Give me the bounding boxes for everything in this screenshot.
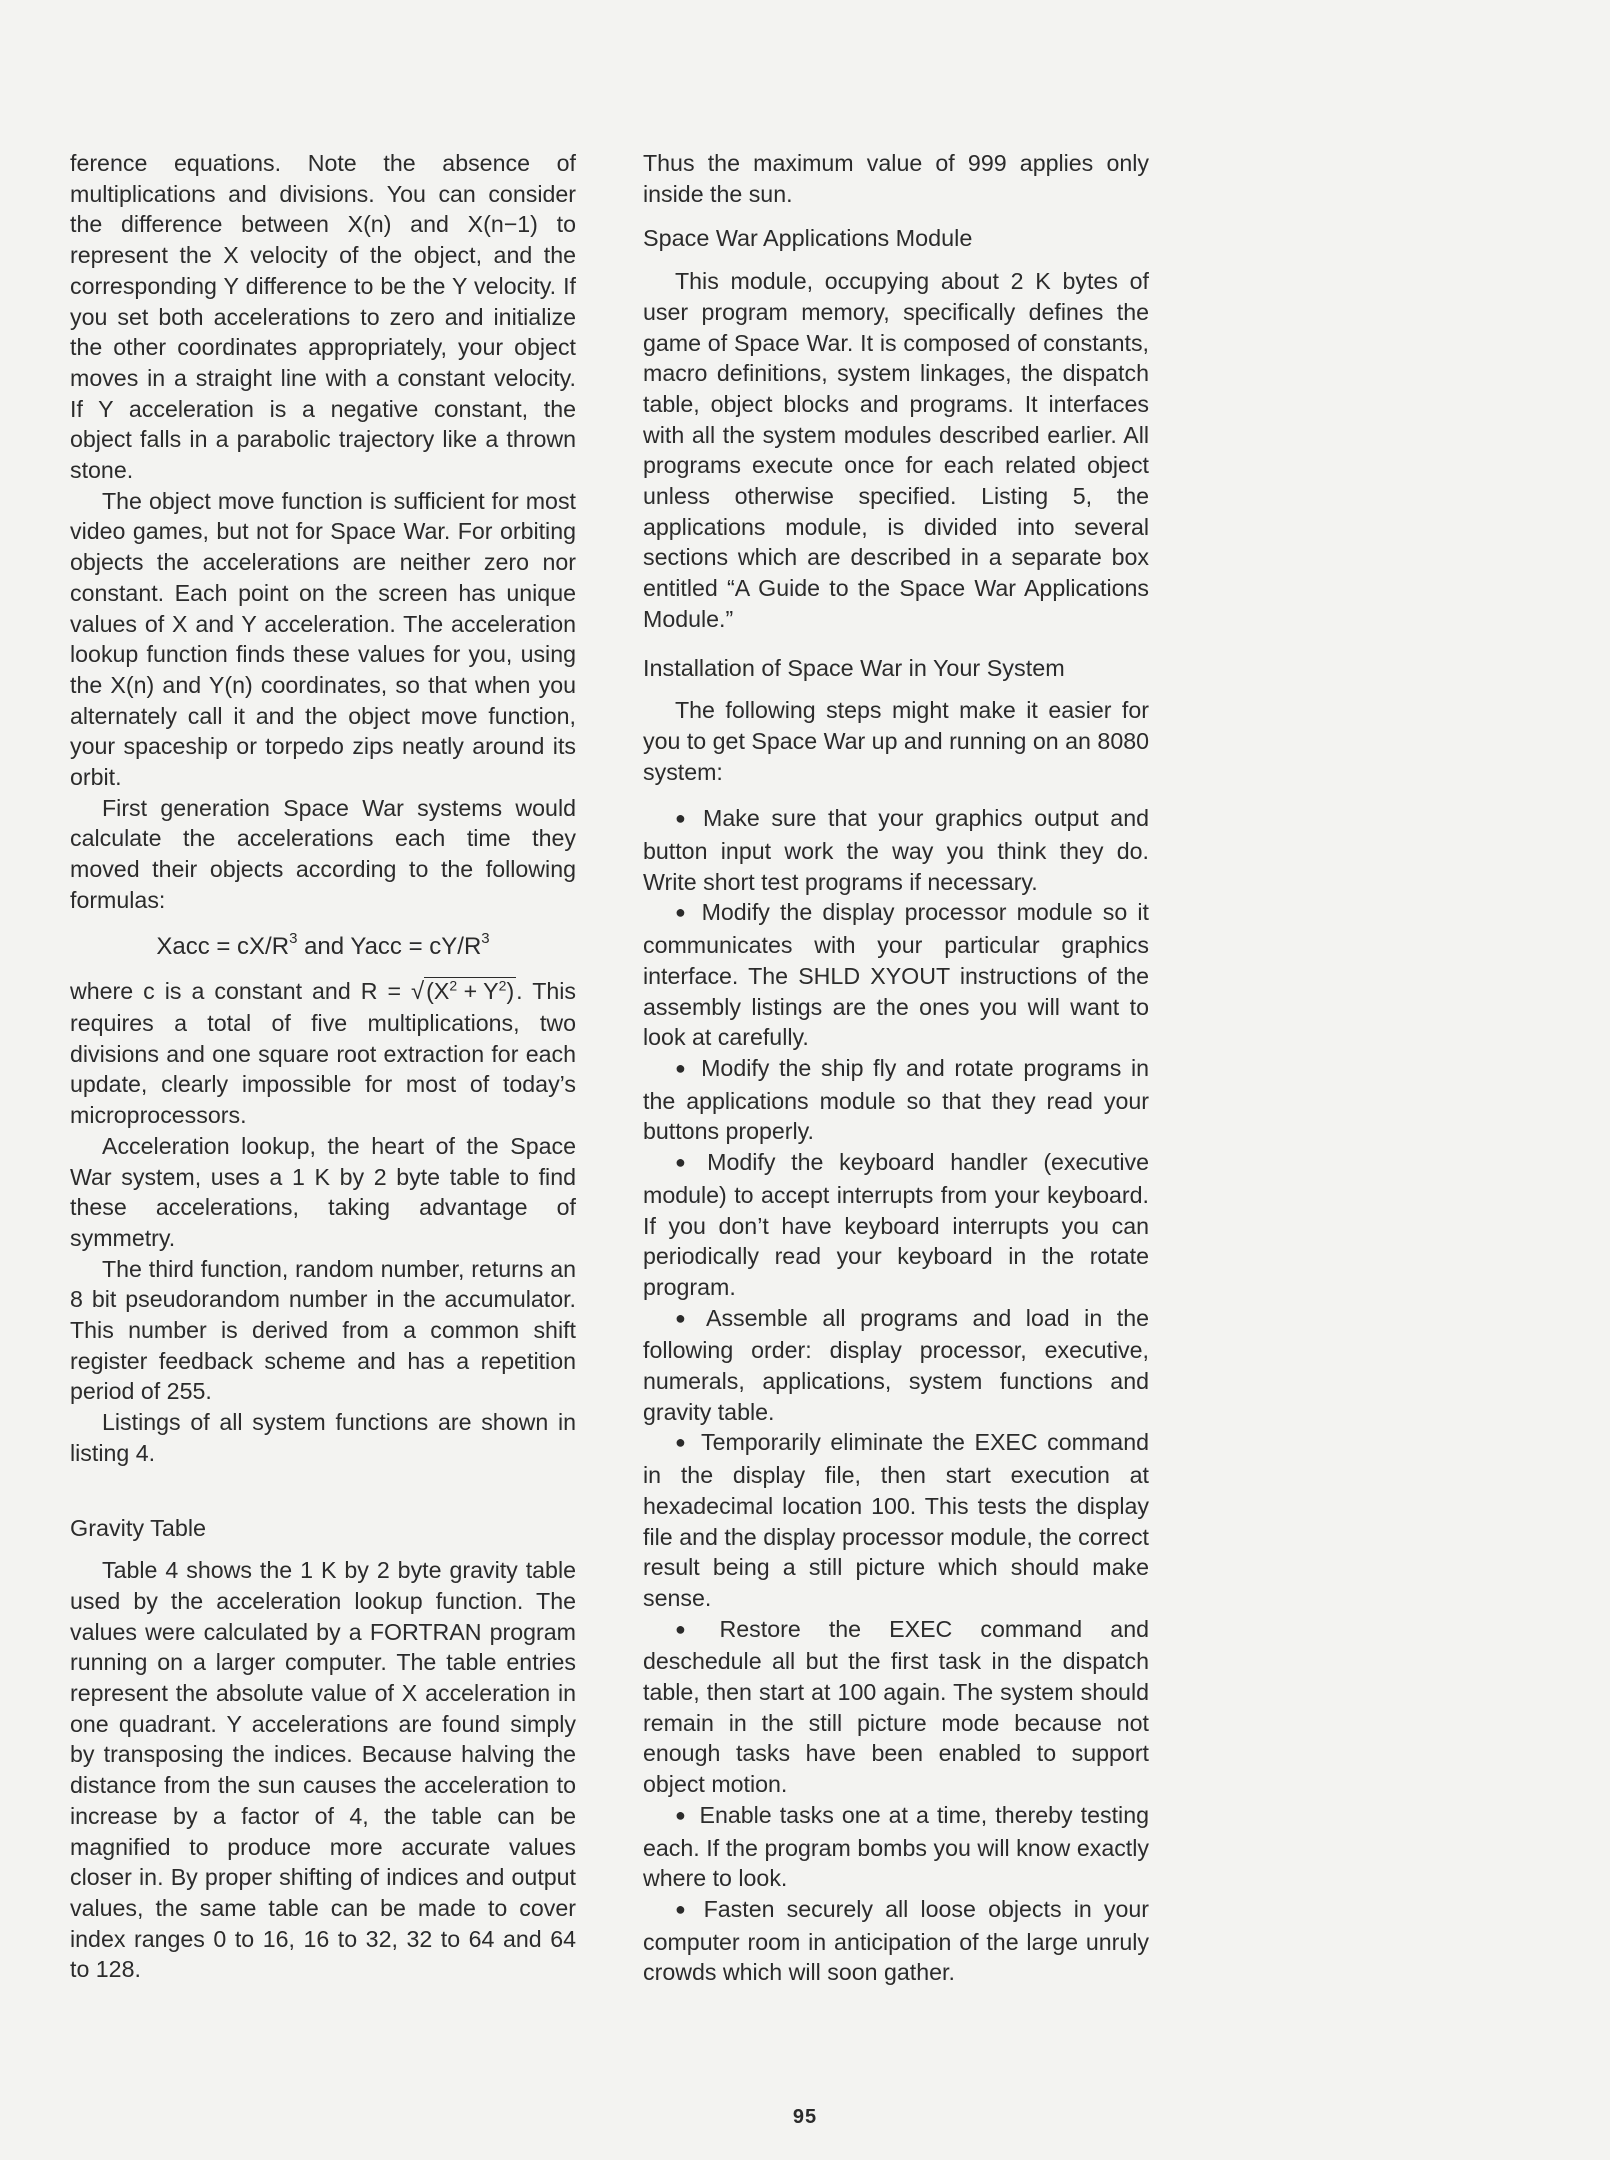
formula-exponent: 3 [289, 929, 298, 947]
paragraph: Thus the maximum value of 999 applies only inside the sun. [643, 150, 1149, 207]
section-heading-applications-module: Space War Applications Module [643, 225, 973, 252]
bullet-icon: ● [675, 902, 690, 923]
paragraph: The third function, random number, returns an 8 bit pseudorandom number in the accumulator. This number is derived from a common shift register feedback scheme and has a repetition period of 255. [70, 1255, 576, 1405]
bullet-step [643, 1303, 1149, 1428]
bullet-icon: ● [675, 1152, 696, 1173]
paragraph: Listings of all system functions are shown in listing 4. [70, 1409, 576, 1466]
formula-r-lead: where c is a constant and R = [70, 978, 411, 1005]
paragraph: The object move function is sufficient for most video games, but not for Space War. For orbiting objects the accelerations are neither zero nor constant. Each point on the screen has unique values of X and Y acceleration. The acceleration lookup function finds these values for you, using the X(n) and Y(n) coordinates, so that when you alternately call it and the object move function, your spaceship or torpedo zips neatly around its orbit. [70, 487, 576, 791]
bullet-text: Modify the keyboard handler (executive module) to accept interrupts from your keyboard. If you don’t have keyboard interrupts you can periodically read your keyboard in the rotate program. [643, 1149, 1149, 1300]
section-heading-installation: Installation of Space War in Your System [643, 654, 1065, 681]
paragraph: Acceleration lookup, the heart of the Space War system, uses a 1 K by 2 byte table to find these accelerations, taking advantage of symmetry. [70, 1132, 576, 1251]
right-column [643, 148, 1149, 1988]
page-number: 95 [792, 2106, 818, 2128]
formula-r-rest: . This requires a total of five multiplications, two divisions and one square root extraction for each update, clearly impossible for most of today’s microprocessors. [70, 978, 576, 1129]
bullet-text: Enable tasks one at a time, thereby testing each. If the program bombs you will know exactly where to look. [643, 1801, 1149, 1892]
bullet-text: Make sure that your graphics output and button input work the way you think they do. Write short test programs if necessary. [643, 805, 1149, 895]
formula-yacc: Yacc = cY/R [350, 932, 482, 960]
bullet-icon: ● [675, 1898, 692, 1919]
bullet-icon: ● [675, 1618, 708, 1639]
bullet-text: Modify the ship fly and rotate programs in the applications module so that they read your buttons properly. [643, 1054, 1150, 1145]
left-column [70, 148, 576, 1985]
paragraph: Table 4 shows the 1 K by 2 byte gravity table used by the acceleration lookup function. The values were calculated by a FORTRAN program running on a larger computer. The table entries represent the absolute value of X acceleration in one quadrant. Y accelerations are found simply by transposing the indices. Because halving the distance from the sun causes the acceleration to increase by a factor of 4, the table can be magnified to produce more accurate values closer in. By proper shifting of indices and output values, the same table can be made to cover index ranges 0 to 16, 16 to 32, 32 to 64 and 64 to 128. [70, 1557, 576, 1983]
bullet-icon: ● [675, 1057, 690, 1078]
bullet-step [643, 897, 1149, 1053]
bullet-icon: ● [675, 808, 692, 829]
bullet-icon: ● [675, 1432, 689, 1453]
bullet-step [643, 1800, 1149, 1894]
radicand-y: + Y [457, 978, 499, 1005]
bullet-step [643, 1614, 1149, 1800]
bullet-step [643, 1894, 1149, 1988]
radicand-exponent: 2 [449, 977, 458, 994]
bullet-text: Fasten securely all loose objects in your computer room in anticipation of the large unruly crowds which will soon gather. [643, 1895, 1150, 1986]
bullet-text: Assemble all programs and load in the following order: display processor, executive, numerals, applications, system functions and gravity table. [643, 1304, 1150, 1425]
bullet-step [643, 803, 1149, 897]
bullet-icon: ● [675, 1804, 688, 1825]
section-heading-gravity-table: Gravity Table [70, 1514, 207, 1541]
radicand [424, 977, 516, 1004]
radicand-x: (X [426, 978, 450, 1005]
bullet-step [643, 1427, 1149, 1613]
bullet-step [643, 1053, 1149, 1147]
formula-exponent: 3 [481, 929, 490, 947]
paragraph: ference equations. Note the absence of multiplications and divisions. You can consider the difference between X(n) and X(n−1) to represent the X velocity of the object, and the corresponding Y difference to be the Y velocity. If you set both accelerations to zero and initialize the other coordinates appropriately, your object moves in a straight line with a constant velocity. If Y acceleration is a negative constant, the object falls in a parabolic trajectory like a thrown stone. [70, 150, 576, 484]
bullet-step [643, 1147, 1149, 1303]
paragraph: This module, occupying about 2 K bytes of user program memory, specifically defines the game of Space War. It is composed of constants, macro definitions, system linkages, the dispatch table, object blocks and programs. It interfaces with all the system modules described earlier. All programs execute once for each related object unless otherwise specified. Listing 5, the applications module, is divided into several sections which are described in a separate box entitled “A Guide to the Space War Applications Module.” [643, 268, 1149, 632]
bullet-text: Modify the display processor module so it communicates with your particular graphics interface. The SHLD XYOUT instructions of the assembly listings are the ones you will want to look at carefully. [643, 899, 1149, 1051]
acceleration-formula [70, 929, 576, 963]
square-root-sign-icon: √ [411, 978, 425, 1006]
installation-steps-list [643, 803, 1149, 1988]
bullet-icon: ● [675, 1307, 694, 1328]
formula-xacc: Xacc = cX/R [156, 932, 290, 960]
paragraph-formula-r [70, 976, 576, 1131]
bullet-text: Restore the EXEC command and deschedule all but the first task in the dispatch table, then start at 100 again. The system should remain in the still picture mode because not enough tasks have been enabled to support object motion. [643, 1615, 1149, 1798]
radicand-close: ) [506, 978, 515, 1005]
square-root-expression [411, 976, 516, 1008]
radicand-exponent: 2 [498, 977, 507, 994]
formula-and: and [297, 932, 351, 960]
paragraph: The following steps might make it easier for you to get Space War up and running on an 8080 system: [643, 697, 1149, 785]
paragraph: First generation Space War systems would calculate the accelerations each time they moved their objects according to the following formulas: [70, 794, 576, 913]
bullet-text: Temporarily eliminate the EXEC command in the display file, then start execution at hexadecimal location 100. This tests the display file and the display processor module, the correct result being a still picture which should make sense. [643, 1429, 1149, 1611]
